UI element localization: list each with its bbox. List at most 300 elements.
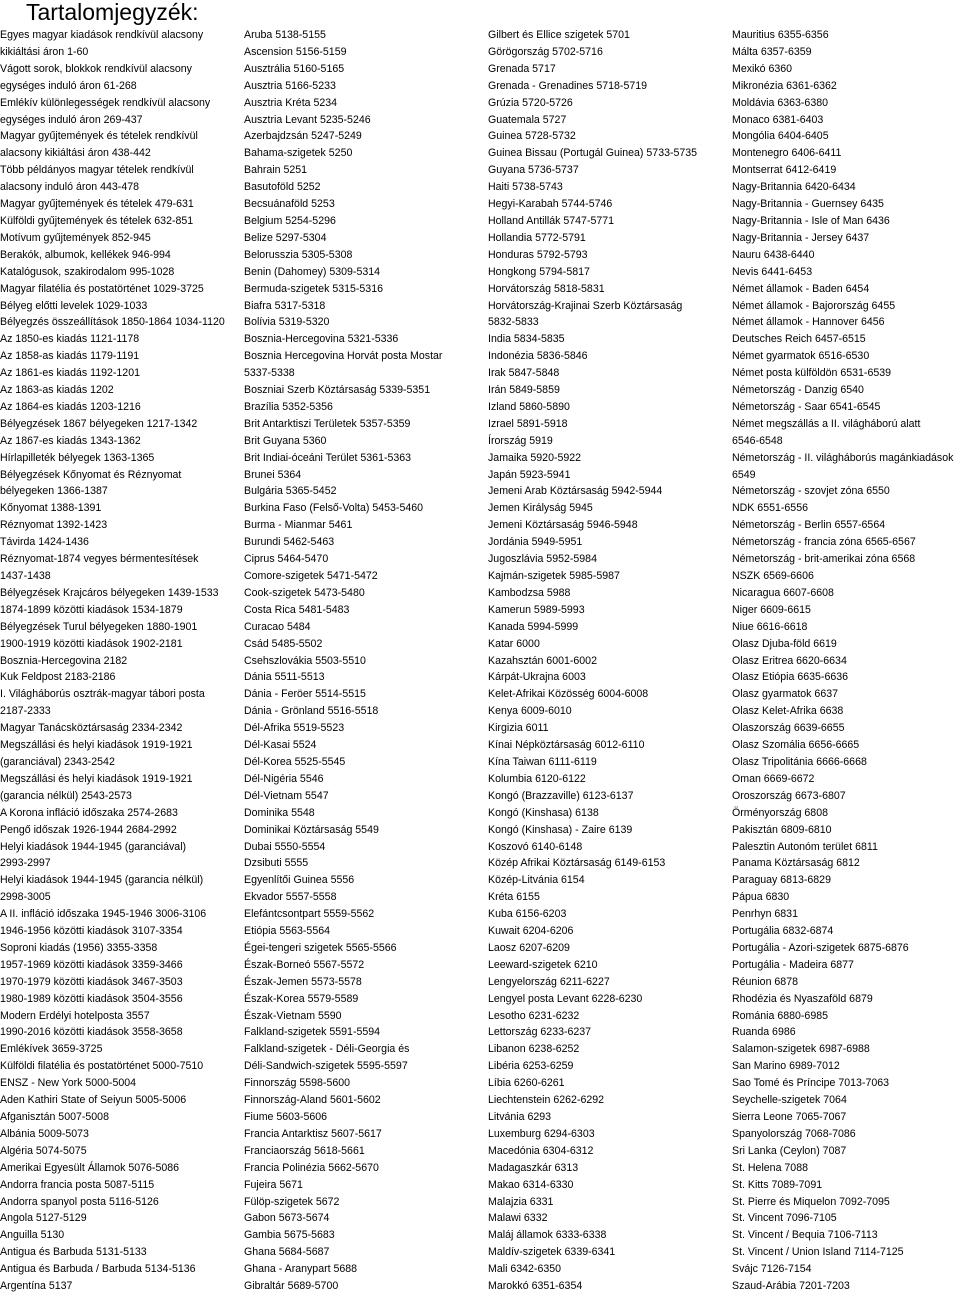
index-entry: Megszállási és helyi kiadások 1919-1921 xyxy=(0,739,193,752)
index-entry: Ghana 5684-5687 xyxy=(244,1246,330,1259)
index-entry: Német államok - Baden 6454 xyxy=(732,282,870,295)
index-entry: Egyes magyar kiadások rendkívül alacsony xyxy=(0,29,204,41)
index-entry: India 5834-5835 xyxy=(488,333,565,346)
index-entry: Nagy-Britannia - Isle of Man 6436 xyxy=(732,214,890,227)
index-entry: Kamerun 5989-5993 xyxy=(488,603,585,616)
index-entry: Lengyelország 6211-6227 xyxy=(488,975,610,988)
index-entry: Brit Indiai-óceáni Terület 5361-5363 xyxy=(244,451,412,464)
index-column-4 xyxy=(732,27,953,1295)
index-entry: Nicaragua 6607-6608 xyxy=(732,586,834,599)
index-entry: Német államok - Bajorország 6455 xyxy=(732,299,896,312)
index-entry: Bélyegzések Krajcáros bélyegeken 1439-1533 xyxy=(0,586,219,599)
index-entry: 6549 xyxy=(732,468,756,481)
index-entry: Kirgizia 6011 xyxy=(488,722,549,735)
index-entry: Olasz Szomália 6656-6665 xyxy=(732,739,860,752)
index-entry: Spanyolország 7068-7086 xyxy=(732,1127,856,1140)
index-entry: Olasz Eritrea 6620-6634 xyxy=(732,654,847,667)
index-entry: St. Kitts 7089-7091 xyxy=(732,1178,823,1191)
index-entry: Katalógusok, szakirodalom 995-1028 xyxy=(0,265,175,278)
index-entry: Ausztrália 5160-5165 xyxy=(244,62,345,75)
index-entry: Német megszállás a II. világháború alatt xyxy=(732,417,921,430)
index-entry: Kuwait 6204-6206 xyxy=(488,925,574,938)
index-entry: Déli-Sandwich-szigetek 5595-5597 xyxy=(244,1060,408,1073)
index-entry: Kelet-Afrikai Közösség 6004-6008 xyxy=(488,688,649,701)
index-entry: Oman 6669-6672 xyxy=(732,772,815,785)
index-entry: Motívum gyűjtemények 852-945 xyxy=(0,231,151,244)
index-entry: Az 1861-es kiadás 1192-1201 xyxy=(0,367,140,380)
index-entry: Elefántcsontpart 5559-5562 xyxy=(244,908,375,921)
index-entry: Észak-Vietnam 5590 xyxy=(244,1009,342,1022)
index-entry: 1900-1919 közötti kiadások 1902-2181 xyxy=(0,637,183,650)
index-entry: bélyegeken 1366-1387 xyxy=(0,485,108,498)
index-entry: Kazahsztán 6001-6002 xyxy=(488,654,597,667)
index-entry: Haiti 5738-5743 xyxy=(488,181,563,194)
index-entry: Helyi kiadások 1944-1945 (garanciával) xyxy=(0,840,187,853)
index-entry: Távirda 1424-1436 xyxy=(0,536,89,549)
index-entry: Penrhyn 6831 xyxy=(732,908,798,921)
index-entry: Lettország 6233-6237 xyxy=(488,1026,592,1039)
index-entry: Gabon 5673-5674 xyxy=(244,1212,330,1225)
index-entry: Montserrat 6412-6419 xyxy=(732,164,837,177)
index-entry: Hegyi-Karabah 5744-5746 xyxy=(488,198,613,211)
index-entry: Irak 5847-5848 xyxy=(488,367,560,380)
index-entry: egységes induló áron 269-437 xyxy=(0,113,143,126)
index-entry: 1970-1979 közötti kiadások 3467-3503 xyxy=(0,975,183,988)
index-entry: Andorra francia posta 5087-5115 xyxy=(0,1178,155,1191)
index-entry: Maldív-szigetek 6339-6341 xyxy=(488,1246,616,1259)
index-entry: Benin (Dahomey) 5309-5314 xyxy=(244,265,381,278)
index-entry: Dél-Kasai 5524 xyxy=(244,739,317,752)
index-entry: Német gyarmatok 6516-6530 xyxy=(732,350,870,363)
index-entry: San Marino 6989-7012 xyxy=(732,1060,840,1073)
index-entry: Irán 5849-5859 xyxy=(488,384,560,397)
index-entry: Kínai Népköztársaság 6012-6110 xyxy=(488,739,645,752)
index-entry: Japán 5923-5941 xyxy=(488,468,571,481)
index-entry: Szaud-Arábia 7201-7203 xyxy=(732,1280,850,1293)
index-column-3 xyxy=(488,27,697,1295)
index-entry: Dánia - Grönland 5516-5518 xyxy=(244,705,379,718)
index-entry: Bulgária 5365-5452 xyxy=(244,485,337,498)
index-entry: 1990-2016 közötti kiadások 3558-3658 xyxy=(0,1026,183,1039)
index-entry: Argentína 5137 xyxy=(0,1280,73,1293)
index-entry: Bélyeg előtti levelek 1029-1033 xyxy=(0,299,148,312)
index-entry: Brit Antarktiszi Területek 5357-5359 xyxy=(244,417,411,430)
index-entry: Liechtenstein 6262-6292 xyxy=(488,1094,605,1107)
index-entry: Franciaország 5618-5661 xyxy=(244,1144,365,1157)
index-entry: Közép Afrikai Köztársaság 6149-6153 xyxy=(488,857,666,870)
index-entry: Honduras 5792-5793 xyxy=(488,248,588,261)
index-entry: Olasz Etiópia 6635-6636 xyxy=(732,671,849,684)
index-entry: Bermuda-szigetek 5315-5316 xyxy=(244,282,383,295)
index-entry: Grúzia 5720-5726 xyxy=(488,96,573,109)
index-entry: St. Helena 7088 xyxy=(732,1161,808,1174)
index-entry: 2993-2997 xyxy=(0,857,51,870)
index-entry: Dél-Korea 5525-5545 xyxy=(244,755,346,768)
index-entry: 6546-6548 xyxy=(732,434,783,447)
index-entry: Angola 5127-5129 xyxy=(0,1212,87,1225)
index-entry: Jordánia 5949-5951 xyxy=(488,536,583,549)
index-entry: Fujeira 5671 xyxy=(244,1178,303,1191)
index-entry: I. Világháborús osztrák-magyar tábori posta xyxy=(0,688,205,701)
index-entry: Mauritius 6355-6356 xyxy=(732,29,829,41)
index-entry: Németország - Berlin 6557-6564 xyxy=(732,519,886,532)
index-entry: Sri Lanka (Ceylon) 7087 xyxy=(732,1144,847,1157)
index-entry: alacsony kikiáltási áron 438-442 xyxy=(0,147,151,160)
index-entry: Bélyegzés összeállítások 1850-1864 1034-1120 xyxy=(0,316,225,329)
index-entry: Málta 6357-6359 xyxy=(732,45,812,58)
index-entry: Belorusszia 5305-5308 xyxy=(244,248,353,261)
index-entry: Soproni kiadás (1956) 3355-3358 xyxy=(0,941,158,954)
index-entry: Portugália 6832-6874 xyxy=(732,925,834,938)
index-entry: Salamon-szigetek 6987-6988 xyxy=(732,1043,870,1056)
index-entry: Külföldi filatélia és postatörténet 5000-7510 xyxy=(0,1060,204,1073)
index-entry: Izland 5860-5890 xyxy=(488,400,570,413)
index-entry: Ekvador 5557-5558 xyxy=(244,891,337,904)
index-entry: Leeward-szigetek 6210 xyxy=(488,958,598,971)
index-entry: St. Vincent 7096-7105 xyxy=(732,1212,837,1225)
index-entry: Gambia 5675-5683 xyxy=(244,1229,335,1242)
index-entry: Jugoszlávia 5952-5984 xyxy=(488,553,597,566)
index-entry: Német államok - Hannover 6456 xyxy=(732,316,885,329)
index-entry: Dánia - Feröer 5514-5515 xyxy=(244,688,366,701)
index-entry: Rhodézia és Nyaszaföld 6879 xyxy=(732,992,873,1005)
index-entry: Amerikai Egyesült Államok 5076-5086 xyxy=(0,1161,180,1174)
index-entry: Olasz gyarmatok 6637 xyxy=(732,688,838,701)
index-entry: Csád 5485-5502 xyxy=(244,637,323,650)
index-entry: Mali 6342-6350 xyxy=(488,1263,562,1276)
index-entry: Algéria 5074-5075 xyxy=(0,1144,87,1157)
index-entry: Német posta külföldön 6531-6539 xyxy=(732,367,892,380)
index-entry: Dél-Nigéria 5546 xyxy=(244,772,324,785)
index-entry: Nagy-Britannia - Guernsey 6435 xyxy=(732,198,884,211)
index-entry: Nevis 6441-6453 xyxy=(732,265,813,278)
index-entry: 5832-5833 xyxy=(488,316,539,329)
index-entry: Azerbajdzsán 5247-5249 xyxy=(244,130,362,143)
index-entry: Macedónia 6304-6312 xyxy=(488,1144,594,1157)
index-entry: Olasz Tripolitánia 6666-6668 xyxy=(732,755,867,768)
index-entry: Anguilla 5130 xyxy=(0,1229,65,1242)
index-entry: Brit Guyana 5360 xyxy=(244,434,327,447)
page-title: Tartalomjegyzék: xyxy=(26,0,199,25)
index-entry: kikiáltási áron 1-60 xyxy=(0,45,89,58)
index-entry: Pengő időszak 1926-1944 2684-2992 xyxy=(0,823,177,836)
index-entry: Guyana 5736-5737 xyxy=(488,164,579,177)
index-entry: Madagaszkár 6313 xyxy=(488,1161,579,1174)
index-entry: Ausztria Kréta 5234 xyxy=(244,96,338,109)
index-entry: Gilbert és Ellice szigetek 5701 xyxy=(488,29,630,41)
index-column-1 xyxy=(0,27,225,1295)
index-entry: Dominikai Köztársaság 5549 xyxy=(244,823,379,836)
index-entry: Helyi kiadások 1944-1945 (garancia nélkül) xyxy=(0,874,204,887)
index-entry: Kőnyomat 1388-1391 xyxy=(0,502,102,515)
index-entry: Bélyegzések Kőnyomat és Réznyomat xyxy=(0,468,182,481)
index-entry: Lengyel posta Levant 6228-6230 xyxy=(488,992,643,1005)
index-entry: Brazília 5352-5356 xyxy=(244,400,333,413)
index-entry: Kárpát-Ukrajna 6003 xyxy=(488,671,586,684)
index-entry: Kréta 6155 xyxy=(488,891,540,904)
index-entry: Paraguay 6813-6829 xyxy=(732,874,831,887)
index-entry: Francia Polinézia 5662-5670 xyxy=(244,1161,379,1174)
index-entry: Malajzia 6331 xyxy=(488,1195,554,1208)
index-entry: Belgium 5254-5296 xyxy=(244,214,336,227)
index-entry: Becsuánaföld 5253 xyxy=(244,198,335,211)
index-entry: Magyar gyűjtemények és tételek 479-631 xyxy=(0,198,194,211)
index-entry: Nagy-Britannia - Jersey 6437 xyxy=(732,231,870,244)
index-entry: Nauru 6438-6440 xyxy=(732,248,815,261)
index-entry: Bosznia-Hercegovina 2182 xyxy=(0,654,128,667)
index-entry: Horvátország 5818-5831 xyxy=(488,282,605,295)
index-entry: Dzsibuti 5555 xyxy=(244,857,309,870)
index-entry: 2187-2333 xyxy=(0,705,51,718)
index-entry: Örményország 6808 xyxy=(732,806,828,819)
index-entry: Hongkong 5794-5817 xyxy=(488,265,590,278)
index-entry: Németország - Saar 6541-6545 xyxy=(732,400,881,413)
index-entry: 1437-1438 xyxy=(0,570,51,582)
index-entry: Ascension 5156-5159 xyxy=(244,45,347,58)
index-entry: Comore-szigetek 5471-5472 xyxy=(244,570,378,582)
index-entry: Moldávia 6363-6380 xyxy=(732,96,829,109)
index-entry: Aruba 5138-5155 xyxy=(244,29,326,41)
index-entry: Horvátország-Krajinai Szerb Köztársaság xyxy=(488,299,683,312)
index-entry: Makao 6314-6330 xyxy=(488,1178,574,1191)
index-entry: Líbia 6260-6261 xyxy=(488,1077,565,1090)
index-entry: Kambodzsa 5988 xyxy=(488,586,571,599)
index-entry: Seychelle-szigetek 7064 xyxy=(732,1094,847,1107)
index-entry: Románia 6880-6985 xyxy=(732,1009,829,1022)
index-entry: Réznyomat-1874 vegyes bérmentesítések xyxy=(0,553,199,566)
index-entry: Berakók, albumok, kellékek 946-994 xyxy=(0,248,171,261)
index-entry: St. Vincent / Bequia 7106-7113 xyxy=(732,1229,878,1242)
index-entry: Ruanda 6986 xyxy=(732,1026,796,1039)
index-entry: Vágott sorok, blokkok rendkívül alacsony xyxy=(0,62,192,75)
index-entry: Deutsches Reich 6457-6515 xyxy=(732,333,866,346)
index-entry: Ghana - Aranypart 5688 xyxy=(244,1263,358,1276)
index-entry: 1980-1989 közötti kiadások 3504-3556 xyxy=(0,992,183,1005)
index-entry: Belize 5297-5304 xyxy=(244,231,327,244)
index-entry: Hollandia 5772-5791 xyxy=(488,231,586,244)
index-entry: Kína Taiwan 6111-6119 xyxy=(488,755,597,768)
index-entry: Az 1858-as kiadás 1179-1191 xyxy=(0,350,140,363)
index-entry: Hírlapilleték bélyegek 1363-1365 xyxy=(0,451,155,464)
index-entry: Kolumbia 6120-6122 xyxy=(488,772,586,785)
index-entry: Kajmán-szigetek 5985-5987 xyxy=(488,570,620,582)
index-entry: (garanciával) 2343-2542 xyxy=(0,755,115,768)
index-entry: Kuk Feldpost 2183-2186 xyxy=(0,671,116,684)
index-entry: Mongólia 6404-6405 xyxy=(732,130,829,143)
index-entry: Bélyegzések 1867 bélyegeken 1217-1342 xyxy=(0,417,198,430)
index-entry: (garancia nélkül) 2543-2573 xyxy=(0,789,132,802)
index-entry: Grenada - Grenadines 5718-5719 xyxy=(488,79,648,92)
index-entry: Curacao 5484 xyxy=(244,620,311,633)
index-entry: Katar 6000 xyxy=(488,637,540,650)
index-entry: Libéria 6253-6259 xyxy=(488,1060,574,1073)
index-entry: Oroszország 6673-6807 xyxy=(732,789,846,802)
index-entry: Kongó (Kinshasa) - Zaire 6139 xyxy=(488,823,633,836)
index-entry: Sierra Leone 7065-7067 xyxy=(732,1111,847,1123)
index-entry: Burundi 5462-5463 xyxy=(244,536,335,549)
index-entry: Emlékívek 3659-3725 xyxy=(0,1043,103,1056)
index-entry: Dubai 5550-5554 xyxy=(244,840,326,853)
index-entry: Olasz Djuba-föld 6619 xyxy=(732,637,837,650)
index-entry: Magyar filatélia és postatörténet 1029-3725 xyxy=(0,282,204,295)
index-entry: Mexikó 6360 xyxy=(732,62,793,75)
index-entry: Falkland-szigetek - Déli-Georgia és xyxy=(244,1043,410,1056)
index-entry: Antigua és Barbuda / Barbuda 5134-5136 xyxy=(0,1263,196,1276)
index-entry: Jemen Királyság 5945 xyxy=(488,502,593,515)
index-entry: Bélyegzések Turul bélyegeken 1880-1901 xyxy=(0,620,198,633)
index-entry: Közép-Litvánia 6154 xyxy=(488,874,585,887)
index-entry: Németország - II. világháborús magánkiadások xyxy=(732,451,954,464)
index-entry: Finnország-Aland 5601-5602 xyxy=(244,1094,381,1107)
index-entry: Kenya 6009-6010 xyxy=(488,705,572,718)
index-entry: Bahama-szigetek 5250 xyxy=(244,147,353,160)
index-entry: Németország - brit-amerikai zóna 6568 xyxy=(732,553,916,566)
index-entry: Kongó (Kinshasa) 6138 xyxy=(488,806,599,819)
index-entry: Németország - szovjet zóna 6550 xyxy=(732,485,890,498)
index-entry: Palesztin Autonóm terület 6811 xyxy=(732,840,878,853)
index-entry: Falkland-szigetek 5591-5594 xyxy=(244,1026,381,1039)
index-entry: Cook-szigetek 5473-5480 xyxy=(244,586,365,599)
index-entry: NSZK 6569-6606 xyxy=(732,570,814,582)
index-entry: Panama Köztársaság 6812 xyxy=(732,857,860,870)
index-entry: 2998-3005 xyxy=(0,891,51,904)
index-entry: Costa Rica 5481-5483 xyxy=(244,603,350,616)
index-entry: Andorra spanyol posta 5116-5126 xyxy=(0,1195,159,1208)
index-entry: Olasz Kelet-Afrika 6638 xyxy=(732,705,844,718)
index-entry: Albánia 5009-5073 xyxy=(0,1127,89,1140)
index-entry: A II. infláció időszaka 1945-1946 3006-3106 xyxy=(0,908,207,921)
index-entry: Holland Antillák 5747-5771 xyxy=(488,214,615,227)
index-entry: Litvánia 6293 xyxy=(488,1111,552,1123)
index-entry: Fülöp-szigetek 5672 xyxy=(244,1195,340,1208)
index-entry: Bahrain 5251 xyxy=(244,164,308,177)
index-entry: Biafra 5317-5318 xyxy=(244,299,326,312)
index-entry: Libanon 6238-6252 xyxy=(488,1043,580,1056)
index-entry: Az 1867-es kiadás 1343-1362 xyxy=(0,434,141,447)
index-entry: Egyenlítői Guinea 5556 xyxy=(244,874,355,887)
index-entry: St. Vincent / Union Island 7114-7125 xyxy=(732,1246,904,1259)
index-entry: Megszállási és helyi kiadások 1919-1921 xyxy=(0,772,193,785)
index-entry: Guinea 5728-5732 xyxy=(488,130,576,143)
index-entry: Réznyomat 1392-1423 xyxy=(0,519,108,532)
index-entry: Burkina Faso (Felső-Volta) 5453-5460 xyxy=(244,502,424,515)
index-entry: Németország - francia zóna 6565-6567 xyxy=(732,536,916,549)
index-entry: Portugália - Azori-szigetek 6875-6876 xyxy=(732,941,909,954)
index-entry: Boszniai Szerb Köztársaság 5339-5351 xyxy=(244,384,431,397)
index-entry: Égei-tengeri szigetek 5565-5566 xyxy=(244,941,397,954)
index-entry: Dominika 5548 xyxy=(244,806,315,819)
index-entry: 1874-1899 közötti kiadások 1534-1879 xyxy=(0,603,183,616)
index-entry: Luxemburg 6294-6303 xyxy=(488,1127,595,1140)
index-entry: Több példányos magyar tételek rendkívül xyxy=(0,164,194,177)
index-entry: egységes induló áron 61-268 xyxy=(0,79,137,92)
index-entry: Pakisztán 6809-6810 xyxy=(732,823,832,836)
index-entry: Svájc 7126-7154 xyxy=(732,1263,812,1276)
index-entry: 1946-1956 közötti kiadások 3107-3354 xyxy=(0,925,183,938)
index-entry: Írország 5919 xyxy=(488,434,553,447)
index-column-2 xyxy=(244,27,442,1295)
index-entry: Réunion 6878 xyxy=(732,975,798,988)
index-entry: Bosznia Hercegovina Horvát posta Mostar xyxy=(244,350,443,363)
index-entry: Izrael 5891-5918 xyxy=(488,417,568,430)
index-entry: Ausztria 5166-5233 xyxy=(244,79,336,92)
index-entry: Emlékív különlegességek rendkívül alacsony xyxy=(0,96,211,109)
index-entry: Laosz 6207-6209 xyxy=(488,941,570,954)
index-entry: Magyar Tanácsköztársaság 2334-2342 xyxy=(0,722,183,735)
index-entry: Bolívia 5319-5320 xyxy=(244,316,330,329)
index-entry: Grenada 5717 xyxy=(488,62,556,75)
index-entry: Nagy-Britannia 6420-6434 xyxy=(732,181,856,194)
index-entry: Fiume 5603-5606 xyxy=(244,1111,328,1123)
index-entry: Guatemala 5727 xyxy=(488,113,567,126)
index-entry: Görögország 5702-5716 xyxy=(488,45,603,58)
index-entry: Kongó (Brazzaville) 6123-6137 xyxy=(488,789,634,802)
index-entry: Németország - Danzig 6540 xyxy=(732,384,864,397)
index-entry: Basutoföld 5252 xyxy=(244,181,321,194)
index-entry: Dánia 5511-5513 xyxy=(244,671,325,684)
index-entry: Jemeni Arab Köztársaság 5942-5944 xyxy=(488,485,663,498)
index-entry: A Korona infláció időszaka 2574-2683 xyxy=(0,806,178,819)
index-entry: Malawi 6332 xyxy=(488,1212,548,1225)
index-entry: Francia Antarktisz 5607-5617 xyxy=(244,1127,382,1140)
index-entry: 1957-1969 közötti kiadások 3359-3466 xyxy=(0,958,183,971)
index-entry: Indonézia 5836-5846 xyxy=(488,350,588,363)
index-entry: Finnország 5598-5600 xyxy=(244,1077,351,1090)
index-entry: Bosznia-Hercegovina 5321-5336 xyxy=(244,333,399,346)
index-entry: Lesotho 6231-6232 xyxy=(488,1009,580,1022)
index-entry: Észak-Korea 5579-5589 xyxy=(244,992,359,1005)
index-entry: Dél-Vietnam 5547 xyxy=(244,789,329,802)
index-entry: Etiópia 5563-5564 xyxy=(244,925,330,938)
index-entry: Kuba 6156-6203 xyxy=(488,908,567,921)
index-entry: Ciprus 5464-5470 xyxy=(244,553,329,566)
index-entry: Ausztria Levant 5235-5246 xyxy=(244,113,371,126)
index-entry: Dél-Afrika 5519-5523 xyxy=(244,722,345,735)
index-entry: NDK 6551-6556 xyxy=(732,502,808,515)
index-entry: Kanada 5994-5999 xyxy=(488,620,579,633)
index-entry: Észak-Borneó 5567-5572 xyxy=(244,958,365,971)
index-entry: Maláj államok 6333-6338 xyxy=(488,1229,607,1242)
index-entry: ENSZ - New York 5000-5004 xyxy=(0,1077,137,1090)
index-entry: Guinea Bissau (Portugál Guinea) 5733-5735 xyxy=(488,147,698,160)
index-entry: Csehszlovákia 5503-5510 xyxy=(244,654,366,667)
index-entry: Marokkó 6351-6354 xyxy=(488,1280,583,1293)
index-entry: St. Pierre és Miquelon 7092-7095 xyxy=(732,1195,890,1208)
index-entry: Mikronézia 6361-6362 xyxy=(732,79,837,92)
index-entry: Sao Tomé és Príncipe 7013-7063 xyxy=(732,1077,890,1090)
index-entry: Észak-Jemen 5573-5578 xyxy=(244,975,362,988)
index-entry: Olaszország 6639-6655 xyxy=(732,722,845,735)
index-entry: Koszovó 6140-6148 xyxy=(488,840,583,853)
index-entry: alacsony induló áron 443-478 xyxy=(0,181,139,194)
index-entry: 5337-5338 xyxy=(244,367,295,380)
index-entry: Aden Kathiri State of Seiyun 5005-5006 xyxy=(0,1094,187,1107)
index-entry: Jemeni Köztársaság 5946-5948 xyxy=(488,519,638,532)
index-entry: Modern Erdélyi hotelposta 3557 xyxy=(0,1009,150,1022)
index-entry: Brunei 5364 xyxy=(244,468,302,481)
index-entry: Portugália - Madeira 6877 xyxy=(732,958,854,971)
index-entry: Magyar gyűjtemények és tételek rendkívül xyxy=(0,130,198,143)
index-entry: Niue 6616-6618 xyxy=(732,620,808,633)
index-entry: Afganisztán 5007-5008 xyxy=(0,1111,109,1123)
index-entry: Niger 6609-6615 xyxy=(732,603,811,616)
index-entry: Az 1863-as kiadás 1202 xyxy=(0,384,114,397)
index-entry: Pápua 6830 xyxy=(732,891,790,904)
index-entry: Antigua és Barbuda 5131-5133 xyxy=(0,1246,147,1259)
index-entry: Montenegro 6406-6411 xyxy=(732,147,842,160)
index-entry: Burma - Mianmar 5461 xyxy=(244,519,353,532)
index-entry: Az 1850-es kiadás 1121-1178 xyxy=(0,333,140,346)
